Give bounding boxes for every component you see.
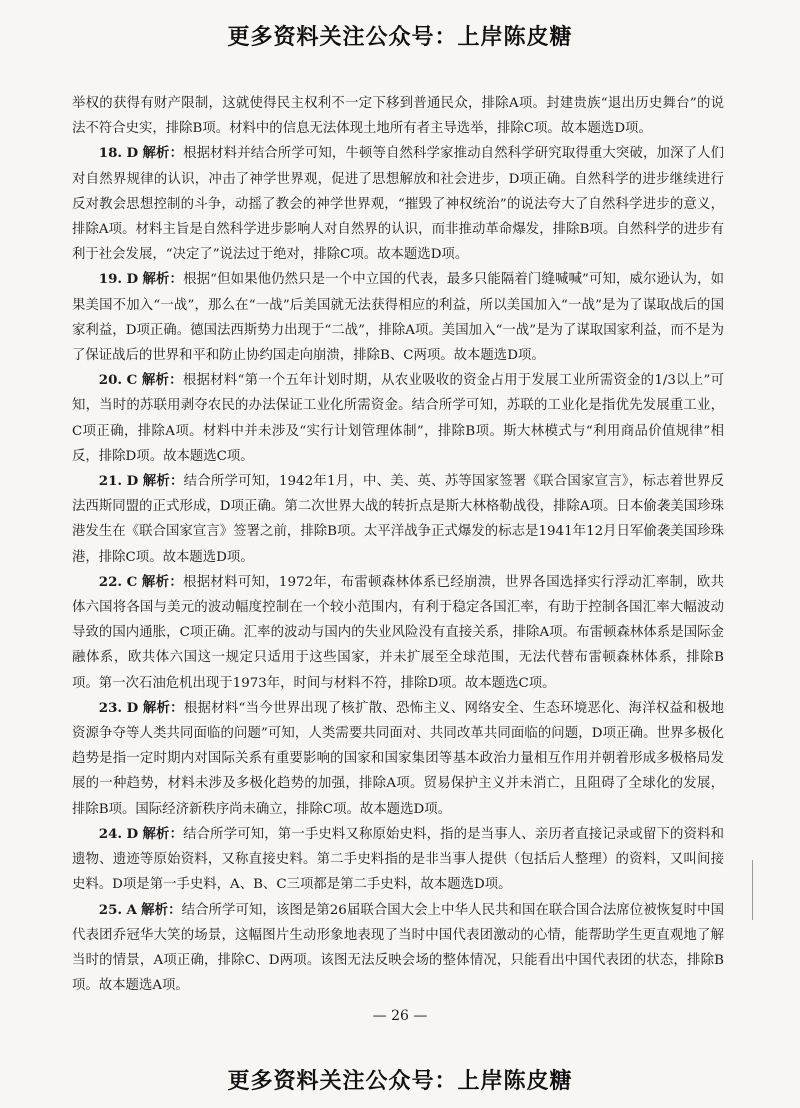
item-label: 解析：	[142, 473, 184, 490]
item-number: 25.	[98, 901, 123, 918]
item-answer: D	[126, 271, 139, 288]
item-label: 解析：	[141, 901, 182, 918]
item-answer: D	[126, 825, 139, 842]
item-answer: C	[126, 372, 138, 389]
item-number: 19.	[98, 271, 123, 288]
item-label: 解析：	[141, 573, 184, 590]
item-label: 解析：	[142, 271, 184, 288]
item-text: 结合所学可知，1942年1月，中、美、英、苏等国家签署《联合国家宣言》，标志着世界反法西斯同盟的正式形成，D项正确。第二次世界大战的转折点是斯大林格勒战役，排除A项。日本偷袭美国珍珠港发生在《联合国家宣言》签署之前，排除B项。太平洋战争正式爆发的标志是1941年12月日军偷袭美国珍珠港，排除C项。故本题选D项。	[72, 474, 724, 565]
item-label: 解析：	[142, 145, 184, 162]
item-number: 18.	[98, 145, 123, 162]
item-answer: D	[126, 699, 139, 716]
item-number: 24.	[98, 825, 123, 842]
answer-item	[72, 141, 724, 267]
answer-items-list	[72, 141, 724, 998]
answer-item	[72, 267, 724, 368]
item-text: 根据“但如果他仍然只是一个中立国的代表，最多只能隔着门缝喊喊”可知，威尔逊认为，如果美国不加入“一战”，那么在“一战”后美国就无法获得相应的利益，所以美国加入“一战”是为了谋取战后的国家利益，D项正确。德国法西斯势力出现于“二战”，排除A项。美国加入“一战”是为了谋取国家利益，而不是为了保证战后的世界和平和防止协约国走向崩溃，排除B、C两项。故本题选D项。	[72, 272, 724, 364]
item-number: 20.	[98, 372, 123, 389]
item-label: 解析：	[142, 825, 184, 842]
page-number: — 26 —	[372, 1008, 428, 1024]
item-number: 21.	[98, 473, 123, 490]
item-number: 23.	[98, 699, 123, 716]
lead-paragraph: 举权的获得有财产限制，这就使得民主权利不一定下移到普通民众，排除A项。封建贵族“退出历史舞台”的说法不符合史实，排除B项。材料中的信息无法体现土地所有者主导选举，排除C项。故本题选D项。	[72, 96, 724, 137]
item-text: 根据材料“当今世界出现了核扩散、恐怖主义、网络安全、生态环境恶化、海洋权益和极地资源争夺等人类共同面临的问题”可知，人类需要共同面对、共同改革共同面临的问题，D项正确。世界多极化趋势是指一定时期内对国际关系有重要影响的国家和国家集团等基本政治力量相互作用并朝着形成多极格局发展的一种趋势，材料未涉及多极化趋势的加强，排除A项。贸易保护主义并未消亡，且阻碍了全球化的发展，排除B项。国际经济新秩序尚未确立，排除C项。故本题选D项。	[72, 700, 725, 817]
answer-item	[72, 469, 724, 570]
answer-item	[72, 898, 724, 999]
item-text: 结合所学可知，该图是第26届联合国大会上中华人民共和国在联合国合法席位被恢复时中国代表团乔冠华大笑的场景，这幅图片生动形象地表现了当时中国代表团激动的心情，能帮助学生更直观地了解当时的情景，A项正确，排除C、D两项。该图无法反映会场的整体情况，只能看出中国代表团的状态，排除B项。故本题选A项。	[72, 902, 724, 994]
item-text: 根据材料并结合所学可知，牛顿等自然科学家推动自然科学研究取得重大突破，加深了人们对自然界规律的认识，冲击了神学世界观，促进了思想解放和社会进步，D项正确。自然科学的进步继续进行反对教会思想控制的斗争，动摇了教会的神学世界观，“摧毁了神权统治”的说法夸大了自然科学进步的意义，排除A项。材料主旨是自然科学进步影响人对自然界的认识，而非推动革命爆发，排除B项。自然科学的进步有利于社会发展，“决定了”说法过于绝对，排除C项。故本题选D项。	[72, 146, 725, 263]
answer-item	[72, 822, 724, 898]
item-label: 解析：	[141, 372, 183, 389]
item-answer: D	[126, 473, 139, 490]
item-text: 根据材料可知，1972年，布雷顿森林体系已经崩溃，世界各国选择实行浮动汇率制，欧共体六国将各国与美元的波动幅度控制在一个较小范围内，有利于稳定各国汇率，有助于控制各国汇率大幅波动导致的国内通胀，C项正确。汇率的波动与国内的失业风险没有直接关系，排除A项。布雷顿森林体系是国际金融体系，欧共体六国这一规定只适用于这些国家，并未扩展至全球范围，无法代替布雷顿森林体系，排除B项。第一次石油危机出现于1973年，时间与材料不符，排除D项。故本题选C项。	[72, 574, 725, 691]
footer-banner: 更多资料关注公众号：上岸陈皮糖	[227, 1069, 573, 1094]
item-number: 22.	[98, 573, 123, 590]
item-text: 结合所学可知，第一手史料又称原始史料，指的是当事人、亲历者直接记录或留下的资料和遗物、遗迹等原始资料，又称直接史料。第二手史料指的是非当事人提供（包括后人整理）的资料，又叫间接史料。D项是第一手史料，A、B、C三项都是第二手史料，故本题选D项。	[72, 826, 725, 893]
item-answer: D	[126, 145, 139, 162]
answer-item	[72, 696, 724, 822]
item-text: 根据材料“第一个五年计划时期，从农业吸收的资金占用于发展工业所需资金的1/3以上”可知，当时的苏联用剥夺农民的办法保证工业化所需资金。结合所学可知，苏联的工业化是指优先发展重工业，C项正确，排除A项。材料中并未涉及“实行计划管理体制”，排除B项。斯大林模式与“利用商品价值规律”相反，排除D项。故本题选C项。	[72, 373, 724, 464]
item-answer: C	[126, 573, 138, 590]
header-banner: 更多资料关注公众号：上岸陈皮糖	[227, 25, 573, 50]
answer-item	[72, 570, 724, 696]
answer-item	[72, 368, 724, 469]
item-answer: A	[126, 901, 137, 918]
answer-analysis-body	[72, 91, 724, 998]
scan-artifact-line	[752, 860, 753, 920]
item-label: 解析：	[142, 699, 184, 716]
